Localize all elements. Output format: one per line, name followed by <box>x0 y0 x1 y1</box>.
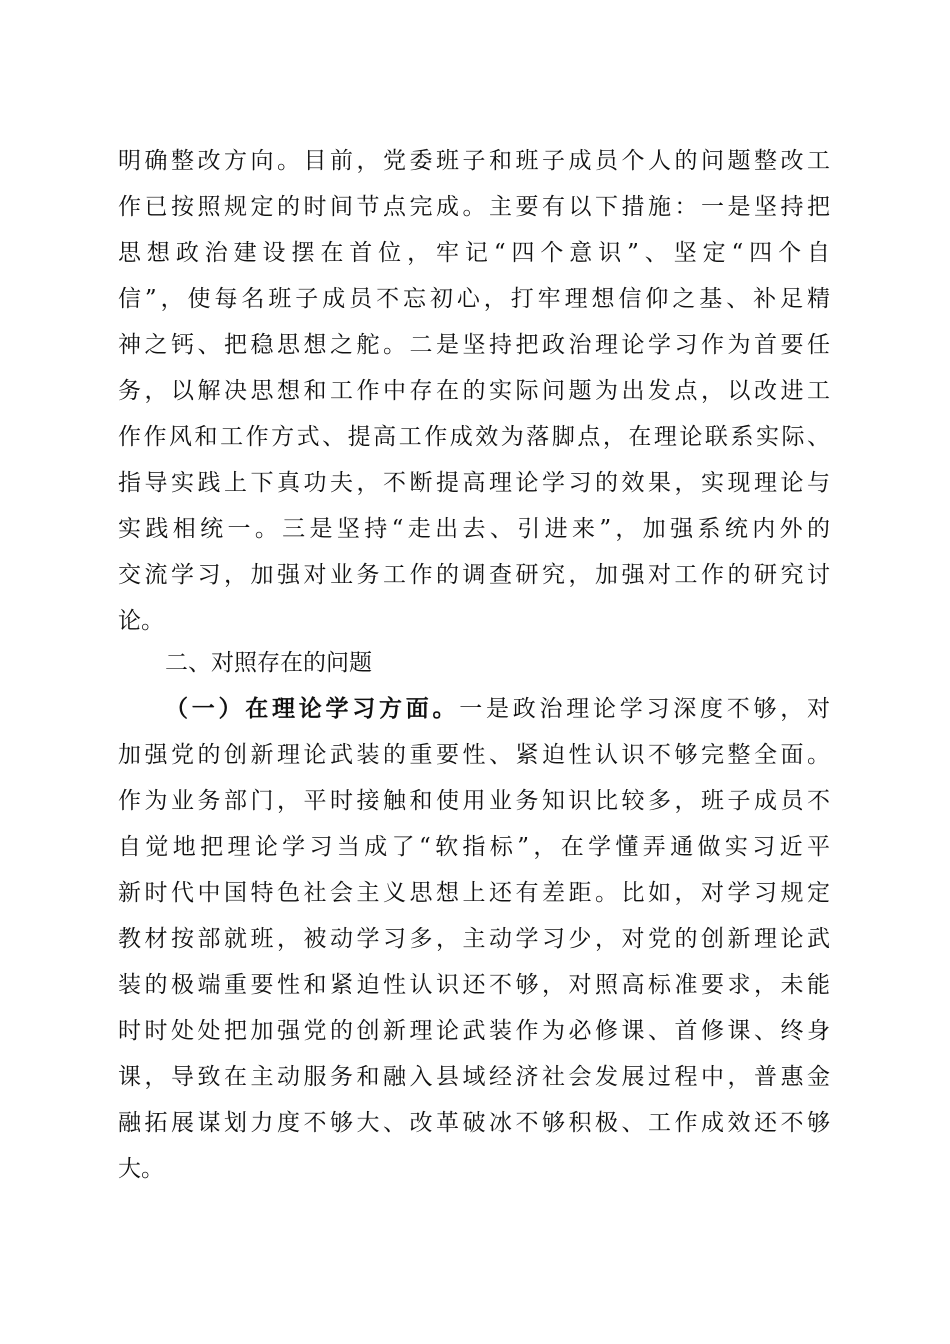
paragraph-1-line: 信”，使每名班子成员不忘初心，打牢理想信仰之基、补足精 <box>118 286 830 312</box>
subsection-heading: （一）在理论学习方面。 <box>165 696 460 722</box>
paragraph-2-line: 课，导致在主动服务和融入县域经济社会发展过程中，普惠金 <box>118 1064 830 1090</box>
paragraph-2-line: 融拓展谋划力度不够大、改革破冰不够积极、工作成效还不够 <box>118 1110 830 1136</box>
paragraph-2-first-line <box>165 689 830 729</box>
paragraph-2-line: 新时代中国特色社会主义思想上还有差距。比如，对学习规定 <box>118 880 830 906</box>
paragraph-1-line: 务，以解决思想和工作中存在的实际问题为出发点，以改进工 <box>118 378 830 404</box>
paragraph-2-line: 装的极端重要性和紧迫性认识还不够，对照高标准要求，未能 <box>118 972 830 998</box>
paragraph-2-line: 大。 <box>118 1156 164 1182</box>
paragraph-1-line: 论。 <box>118 608 164 634</box>
paragraph-2-first-line-text: 一是政治理论学习深度不够，对 <box>459 696 830 722</box>
paragraph-1-line: 作已按照规定的时间节点完成。主要有以下措施：一是坚持把 <box>118 194 830 220</box>
paragraph-2-line: 加强党的创新理论武装的重要性、紧迫性认识不够完整全面。 <box>118 742 830 768</box>
paragraph-2-line: 时时处处把加强党的创新理论武装作为必修课、首修课、终身 <box>118 1018 830 1044</box>
paragraph-1-line: 交流学习，加强对业务工作的调查研究，加强对工作的研究讨 <box>118 562 830 588</box>
paragraph-2-line: 教材按部就班，被动学习多，主动学习少，对党的创新理论武 <box>118 926 830 952</box>
paragraph-1-line: 指导实践上下真功夫，不断提高理论学习的效果，实现理论与 <box>118 470 830 496</box>
paragraph-1-line: 明确整改方向。目前，党委班子和班子成员个人的问题整改工 <box>118 148 830 174</box>
paragraph-2-line: 作为业务部门，平时接触和使用业务知识比较多，班子成员不 <box>118 788 830 814</box>
paragraph-1-line: 思想政治建设摆在首位，牢记“四个意识”、坚定“四个自 <box>118 240 830 266</box>
paragraph-2-line: 自觉地把理论学习当成了“软指标”，在学懂弄通做实习近平 <box>118 834 830 860</box>
paragraph-1-line: 实践相统一。三是坚持“走出去、引进来”，加强系统内外的 <box>118 516 830 542</box>
section-heading: 二、对照存在的问题 <box>165 650 372 676</box>
paragraph-1-line: 作作风和工作方式、提高工作成效为落脚点，在理论联系实际、 <box>118 424 830 450</box>
paragraph-1-line: 神之钙、把稳思想之舵。二是坚持把政治理论学习作为首要任 <box>118 332 830 358</box>
